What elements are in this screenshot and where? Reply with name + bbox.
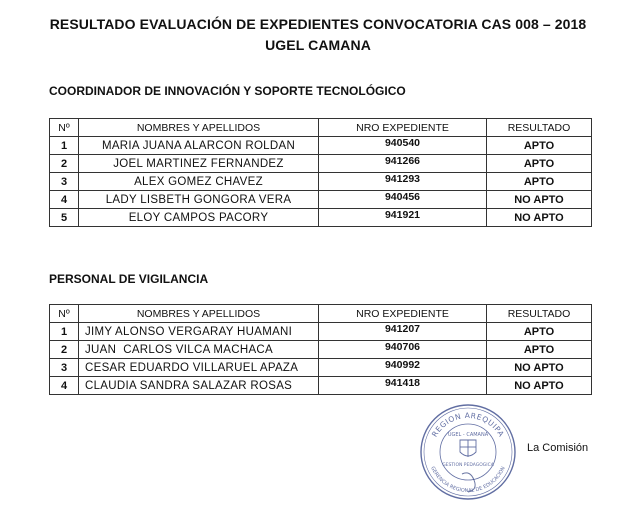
row-num: 1 xyxy=(50,323,79,341)
row-expediente: 941266 xyxy=(319,155,487,173)
official-seal-stamp xyxy=(418,402,518,502)
row-name: MARIA JUANA ALARCON ROLDAN xyxy=(79,137,319,155)
row-resultado: APTO xyxy=(487,173,592,191)
row-name: ALEX GOMEZ CHAVEZ xyxy=(79,173,319,191)
row-expediente: 941921 xyxy=(319,209,487,227)
header-name: NOMBRES Y APELLIDOS xyxy=(79,305,319,323)
seal-ugel-text: UGEL - CAMANA xyxy=(447,432,489,438)
header-num: Nº xyxy=(50,305,79,323)
row-num: 4 xyxy=(50,191,79,209)
row-name: JIMY ALONSO VERGARAY HUAMANI xyxy=(79,323,319,341)
table-row xyxy=(50,191,592,209)
seal-region-text: REGION AREQUIPA xyxy=(429,410,507,439)
document-subtitle: UGEL CAMANA xyxy=(265,37,371,53)
row-expediente: 941207 xyxy=(319,323,487,341)
table-row xyxy=(50,323,592,341)
results-table-coordinador xyxy=(49,118,592,227)
row-expediente: 941418 xyxy=(319,377,487,395)
table-header-row xyxy=(50,119,592,137)
document-title: RESULTADO EVALUACIÓN DE EXPEDIENTES CONVOCATORIA CAS 008 – 2018 xyxy=(49,16,587,32)
row-resultado: APTO xyxy=(487,137,592,155)
row-name: CLAUDIA SANDRA SALAZAR ROSAS xyxy=(79,377,319,395)
row-num: 3 xyxy=(50,173,79,191)
header-expediente: NRO EXPEDIENTE xyxy=(319,305,487,323)
table-row xyxy=(50,209,592,227)
table-row xyxy=(50,359,592,377)
section-title-vigilancia: PERSONAL DE VIGILANCIA xyxy=(49,272,209,286)
row-name: CESAR EDUARDO VILLARUEL APAZA xyxy=(79,359,319,377)
row-resultado: APTO xyxy=(487,323,592,341)
coat-of-arms-icon xyxy=(460,440,476,457)
table-row xyxy=(50,155,592,173)
table-row xyxy=(50,173,592,191)
commission-signature-label: La Comisión xyxy=(527,442,589,454)
header-resultado: RESULTADO xyxy=(487,119,592,137)
row-resultado: NO APTO xyxy=(487,359,592,377)
table-row xyxy=(50,137,592,155)
header-num: Nº xyxy=(50,119,79,137)
header-expediente: NRO EXPEDIENTE xyxy=(319,119,487,137)
row-resultado: NO APTO xyxy=(487,191,592,209)
table-row xyxy=(50,341,592,359)
row-num: 2 xyxy=(50,155,79,173)
row-name: LADY LISBETH GONGORA VERA xyxy=(79,191,319,209)
row-resultado: APTO xyxy=(487,155,592,173)
row-expediente: 940706 xyxy=(319,341,487,359)
row-expediente: 940540 xyxy=(319,137,487,155)
header-resultado: RESULTADO xyxy=(487,305,592,323)
row-resultado: NO APTO xyxy=(487,209,592,227)
row-expediente: 940992 xyxy=(319,359,487,377)
row-name: ELOY CAMPOS PACORY xyxy=(79,209,319,227)
results-table-vigilancia xyxy=(49,304,592,395)
header-name: NOMBRES Y APELLIDOS xyxy=(79,119,319,137)
seal-gerencia-text: GERENCIA REGIONAL DE EDUCACION xyxy=(429,465,507,495)
row-name: JUAN CARLOS VILCA MACHACA xyxy=(79,341,319,359)
row-name: JOEL MARTINEZ FERNANDEZ xyxy=(79,155,319,173)
row-expediente: 940456 xyxy=(319,191,487,209)
table-header-row xyxy=(50,305,592,323)
row-num: 1 xyxy=(50,137,79,155)
row-num: 3 xyxy=(50,359,79,377)
table-row xyxy=(50,377,592,395)
row-num: 5 xyxy=(50,209,79,227)
row-resultado: APTO xyxy=(487,341,592,359)
row-resultado: NO APTO xyxy=(487,377,592,395)
row-num: 2 xyxy=(50,341,79,359)
section-title-coordinador: COORDINADOR DE INNOVACIÓN Y SOPORTE TECNOLÓGICO xyxy=(49,84,406,98)
row-num: 4 xyxy=(50,377,79,395)
row-expediente: 941293 xyxy=(319,173,487,191)
seal-center-text: GESTION PEDAGOGICA xyxy=(442,463,494,468)
